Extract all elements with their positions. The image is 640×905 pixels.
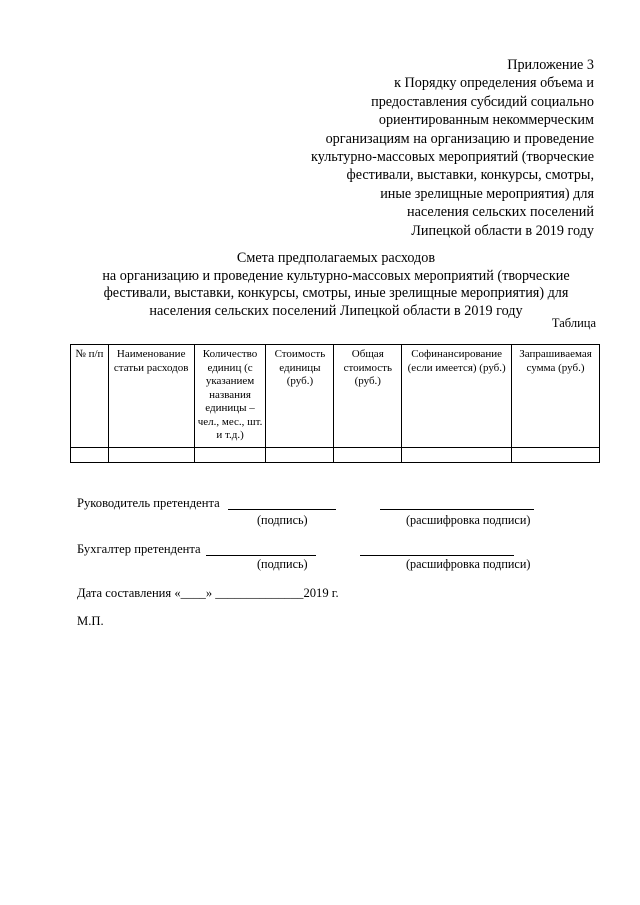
title-line: населения сельских поселений Липецкой области в 2019 году bbox=[149, 302, 523, 319]
estimate-table bbox=[70, 344, 600, 463]
appendix-header bbox=[311, 56, 594, 240]
header-requested-sum: Запрашиваемая сумма (руб.) bbox=[512, 345, 600, 448]
header-item-name: Наименование статьи расходов bbox=[108, 345, 194, 448]
table-cell[interactable] bbox=[71, 447, 109, 462]
appendix-line: организациям на организацию и проведение bbox=[325, 130, 594, 147]
table-cell[interactable] bbox=[512, 447, 600, 462]
header-cofinancing: Софинансирование (если имеется) (руб.) bbox=[402, 345, 512, 448]
title-line: Смета предполагаемых расходов bbox=[236, 250, 436, 266]
appendix-line: Приложение 3 bbox=[507, 57, 594, 73]
appendix-line: ориентированным некоммерческим bbox=[378, 112, 594, 129]
document-title bbox=[60, 250, 612, 320]
title-line: фестивали, выставки, конкурсы, смотры, иные зрелищные мероприятия) для bbox=[103, 285, 569, 301]
appendix-line: предоставления субсидий социально bbox=[371, 93, 594, 110]
stamp-label: М.П. bbox=[77, 614, 104, 628]
appendix-line: иные зрелищные мероприятия) для bbox=[380, 185, 594, 202]
head-signature-caption: (подпись) bbox=[257, 513, 308, 527]
head-decoding-caption: (расшифровка подписи) bbox=[406, 513, 531, 527]
head-signature-label: Руководитель претендента bbox=[77, 496, 220, 510]
date-field[interactable]: Дата составления «____» ______________2019 г. bbox=[77, 586, 339, 600]
table-header-row bbox=[71, 345, 600, 448]
table-cell[interactable] bbox=[402, 447, 512, 462]
accountant-signature-line[interactable] bbox=[206, 555, 316, 556]
accountant-decoding-caption: (расшифровка подписи) bbox=[406, 557, 531, 571]
header-quantity: Количество единиц (с указанием названия единицы – чел., мес., шт. и т.д.) bbox=[194, 345, 266, 448]
appendix-line: Липецкой области в 2019 году bbox=[411, 222, 594, 239]
appendix-line: населения сельских поселений bbox=[407, 204, 594, 221]
table-cell[interactable] bbox=[266, 447, 334, 462]
appendix-line: фестивали, выставки, конкурсы, смотры, bbox=[346, 167, 594, 184]
accountant-signature-label: Бухгалтер претендента bbox=[77, 542, 201, 556]
header-number: № п/п bbox=[71, 345, 109, 448]
appendix-line: к Порядку определения объема и bbox=[394, 75, 594, 92]
header-total-cost: Общая стоимость (руб.) bbox=[334, 345, 402, 448]
table-cell[interactable] bbox=[334, 447, 402, 462]
header-unit-cost: Стоимость единицы (руб.) bbox=[266, 345, 334, 448]
table-row bbox=[71, 447, 600, 462]
accountant-signature-caption: (подпись) bbox=[257, 557, 308, 571]
table-cell[interactable] bbox=[194, 447, 266, 462]
head-decoding-line[interactable] bbox=[380, 509, 534, 510]
table-cell[interactable] bbox=[108, 447, 194, 462]
accountant-decoding-line[interactable] bbox=[360, 555, 514, 556]
appendix-line: культурно-массовых мероприятий (творческие bbox=[311, 149, 594, 166]
head-signature-line[interactable] bbox=[228, 509, 336, 510]
table-label: Таблица bbox=[551, 316, 596, 330]
title-line: на организацию и проведение культурно-массовых мероприятий (творческие bbox=[102, 267, 570, 284]
